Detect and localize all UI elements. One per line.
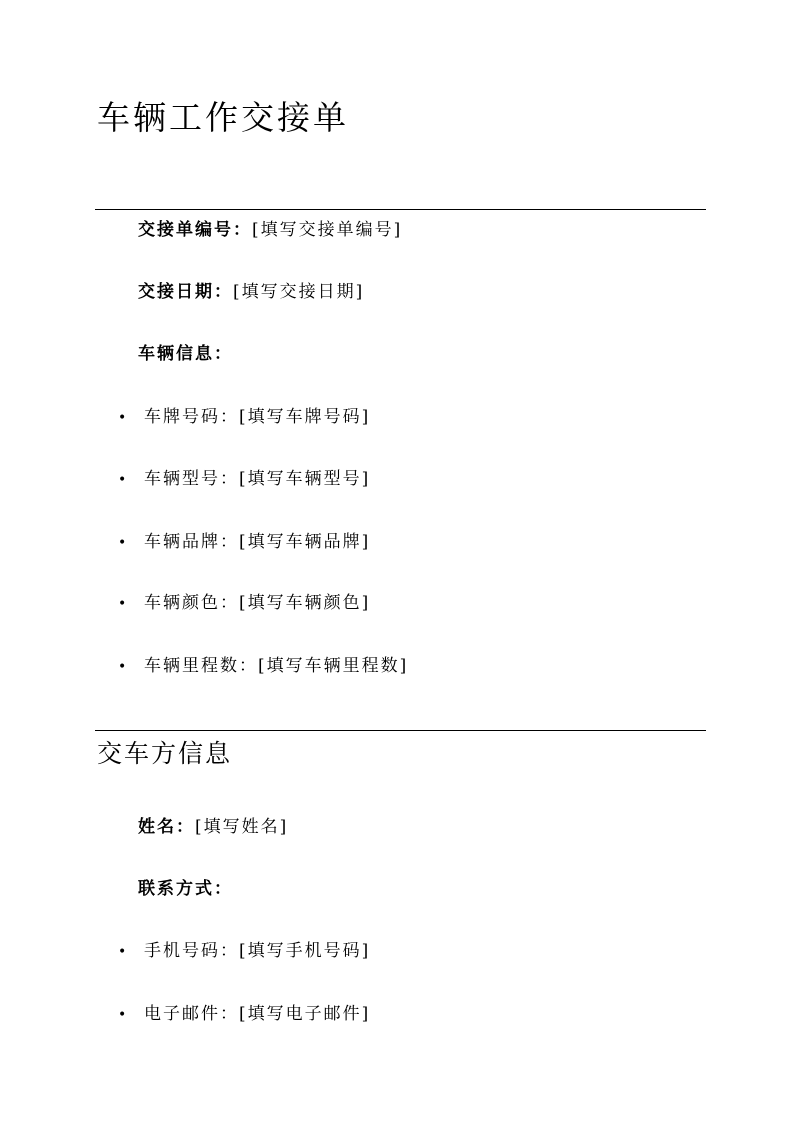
- list-item: [118, 404, 370, 431]
- bullet-icon: •: [118, 410, 129, 426]
- divider-middle: [95, 730, 706, 731]
- list-item: [118, 1001, 370, 1028]
- handover-date-label: 交接日期：: [138, 282, 233, 302]
- list-item-text: 车辆型号：[填写车辆型号]: [144, 469, 371, 489]
- handover-number-label: 交接单编号：: [138, 220, 252, 240]
- list-item-text: 手机号码：[填写手机号码]: [144, 941, 371, 961]
- contact-label: 联系方式：: [138, 879, 233, 899]
- document-title: 车辆工作交接单: [97, 98, 349, 137]
- handover-number-field: [138, 217, 402, 243]
- divider-top: [95, 209, 706, 210]
- deliverer-name-field: [138, 814, 288, 840]
- vehicle-info-heading: [138, 341, 233, 367]
- handover-date-value: [填写交接日期]: [233, 282, 365, 302]
- deliverer-name-value: [填写姓名]: [195, 817, 289, 837]
- contact-heading: [138, 876, 233, 902]
- bullet-icon: •: [118, 944, 129, 960]
- bullet-icon: •: [118, 659, 129, 675]
- list-item-text: 电子邮件：[填写电子邮件]: [144, 1004, 371, 1024]
- list-item: [118, 466, 370, 493]
- deliverer-section-heading: 交车方信息: [97, 739, 233, 768]
- list-item-text: 车牌号码：[填写车牌号码]: [144, 407, 371, 427]
- list-item: [118, 529, 370, 556]
- list-item-text: 车辆颜色：[填写车辆颜色]: [144, 593, 371, 613]
- bullet-icon: •: [118, 1007, 129, 1023]
- list-item-text: 车辆品牌：[填写车辆品牌]: [144, 532, 371, 552]
- bullet-icon: •: [118, 472, 129, 488]
- list-item-text: 车辆里程数：[填写车辆里程数]: [144, 656, 409, 676]
- vehicle-info-label: 车辆信息：: [138, 344, 233, 364]
- bullet-icon: •: [118, 596, 129, 612]
- list-item: [118, 938, 370, 965]
- handover-number-value: [填写交接单编号]: [252, 220, 403, 240]
- handover-date-field: [138, 279, 364, 305]
- list-item: [118, 590, 370, 617]
- deliverer-name-label: 姓名：: [138, 817, 195, 837]
- list-item: [118, 653, 408, 680]
- bullet-icon: •: [118, 535, 129, 551]
